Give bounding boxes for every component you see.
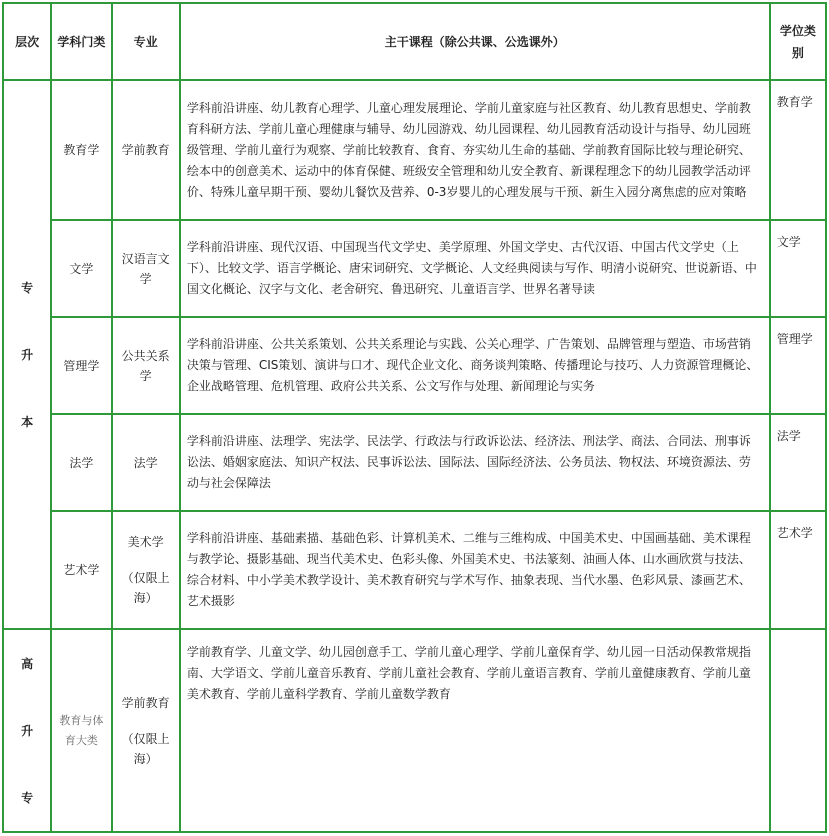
category-cell: 教育与体育大类 xyxy=(51,629,111,832)
courses-cell: 学前教育学、儿童文学、幼儿园创意手工、学前儿童心理学、学前儿童保育学、幼儿园一日活动保教常规指南、大学语文、学前儿童音乐教育、学前儿童社会教育、学前儿童语言教育、学前儿童健康教育、学前儿童美术教育、学前儿童科学教育、学前儿童数学教育 xyxy=(180,629,770,832)
level-cell-zhuanshengben xyxy=(3,80,51,629)
courses-cell: 学科前沿讲座、法理学、宪法学、民法学、行政法与行政诉讼法、经济法、刑法学、商法、合同法、刑事诉讼法、婚姻家庭法、知识产权法、民事诉讼法、国际法、国际经济法、公务员法、物权法、环境资源法、劳动与社会保障法 xyxy=(180,414,770,511)
major-cell xyxy=(112,629,180,832)
major-cell xyxy=(112,511,180,629)
table-row xyxy=(3,220,826,317)
courses-cell: 学科前沿讲座、现代汉语、中国现当代文学史、美学原理、外国文学史、古代汉语、中国古代文学史（上 下）、比较文学、语言学概论、唐宋词研究、文学概论、人文经典阅读与写作、明清小说研究、世说新语、中国文化概论、汉字与文化、老舍研究、鲁迅研究、儿童语言学、世界名著导读 xyxy=(180,220,770,317)
header-major: 专业 xyxy=(112,3,180,80)
header-courses: 主干课程（除公共课、公选课外） xyxy=(180,3,770,80)
degree-cell: 管理学 xyxy=(770,317,826,414)
header-category: 学科门类 xyxy=(51,3,111,80)
level-char: 专 xyxy=(21,281,34,295)
major-cell: 汉语言文学 xyxy=(112,220,180,317)
degree-cell: 文学 xyxy=(770,220,826,317)
header-degree: 学位类别 xyxy=(770,3,826,80)
degree-cell: 法学 xyxy=(770,414,826,511)
degree-cell: 艺术学 xyxy=(770,511,826,629)
table-row xyxy=(3,80,826,220)
major-name: 学前教育 xyxy=(121,695,170,710)
table-row xyxy=(3,414,826,511)
courses-cell: 学科前沿讲座、公共关系策划、公共关系理论与实践、公关心理学、广告策划、品牌管理与塑造、市场营销决策与管理、CIS策划、演讲与口才、现代企业文化、商务谈判策略、传播理论与技巧、人力资源管理概论、企业战略管理、危机管理、政府公共关系、公文写作与处理、新闻理论与实务 xyxy=(180,317,770,414)
major-note: （仅限上海） xyxy=(121,571,170,605)
major-name: 美术学 xyxy=(127,535,164,549)
courses-cell: 学科前沿讲座、基础素描、基础色彩、计算机美术、二维与三维构成、中国美术史、中国画基础、美术课程与教学论、摄影基础、现当代美术史、色彩头像、外国美术史、书法篆刻、油画人体、山水画欣赏与技法、综合材料、中小学美术教学设计、美术教育研究与学术写作、抽象表现、当代水墨、色彩风景、漆画艺术、艺术摄影 xyxy=(180,511,770,629)
table-row xyxy=(3,629,826,832)
major-cell: 公共关系学 xyxy=(112,317,180,414)
curriculum-table xyxy=(2,2,827,833)
level-char: 升 xyxy=(21,348,34,362)
major-note: （仅限上海） xyxy=(121,731,170,766)
level-cell-gaoshengzhuan xyxy=(3,629,51,832)
table-row xyxy=(3,511,826,629)
degree-cell xyxy=(770,629,826,832)
courses-cell: 学科前沿讲座、幼儿教育心理学、儿童心理发展理论、学前儿童家庭与社区教育、幼儿教育思想史、学前教育科研方法、学前儿童心理健康与辅导、幼儿园游戏、幼儿园课程、幼儿园教育活动设计与指导、幼儿园班级管理、学前儿童行为观察、学前比较教育、食育、夯实幼儿生命的基础、学前教育国际比较与理论研究、绘本中的创意美术、运动中的体育保健、班级安全管理和幼儿安全教育、新课程理念下的幼儿园教学活动评价、特殊儿童早期干预、婴幼儿餐饮及营养、0-3岁婴儿的心理发展与干预、新生入园分离焦虑的应对策略 xyxy=(180,80,770,220)
category-cell: 管理学 xyxy=(51,317,111,414)
level-char: 高 xyxy=(21,657,34,671)
header-level: 层次 xyxy=(3,3,51,80)
degree-cell: 教育学 xyxy=(770,80,826,220)
table-row xyxy=(3,317,826,414)
category-cell: 文学 xyxy=(51,220,111,317)
level-char: 本 xyxy=(21,415,34,429)
major-cell: 法学 xyxy=(112,414,180,511)
level-char: 升 xyxy=(21,724,34,738)
category-cell: 艺术学 xyxy=(51,511,111,629)
major-cell: 学前教育 xyxy=(112,80,180,220)
level-char: 专 xyxy=(21,791,34,805)
header-row xyxy=(3,3,826,80)
category-cell: 教育学 xyxy=(51,80,111,220)
category-cell: 法学 xyxy=(51,414,111,511)
